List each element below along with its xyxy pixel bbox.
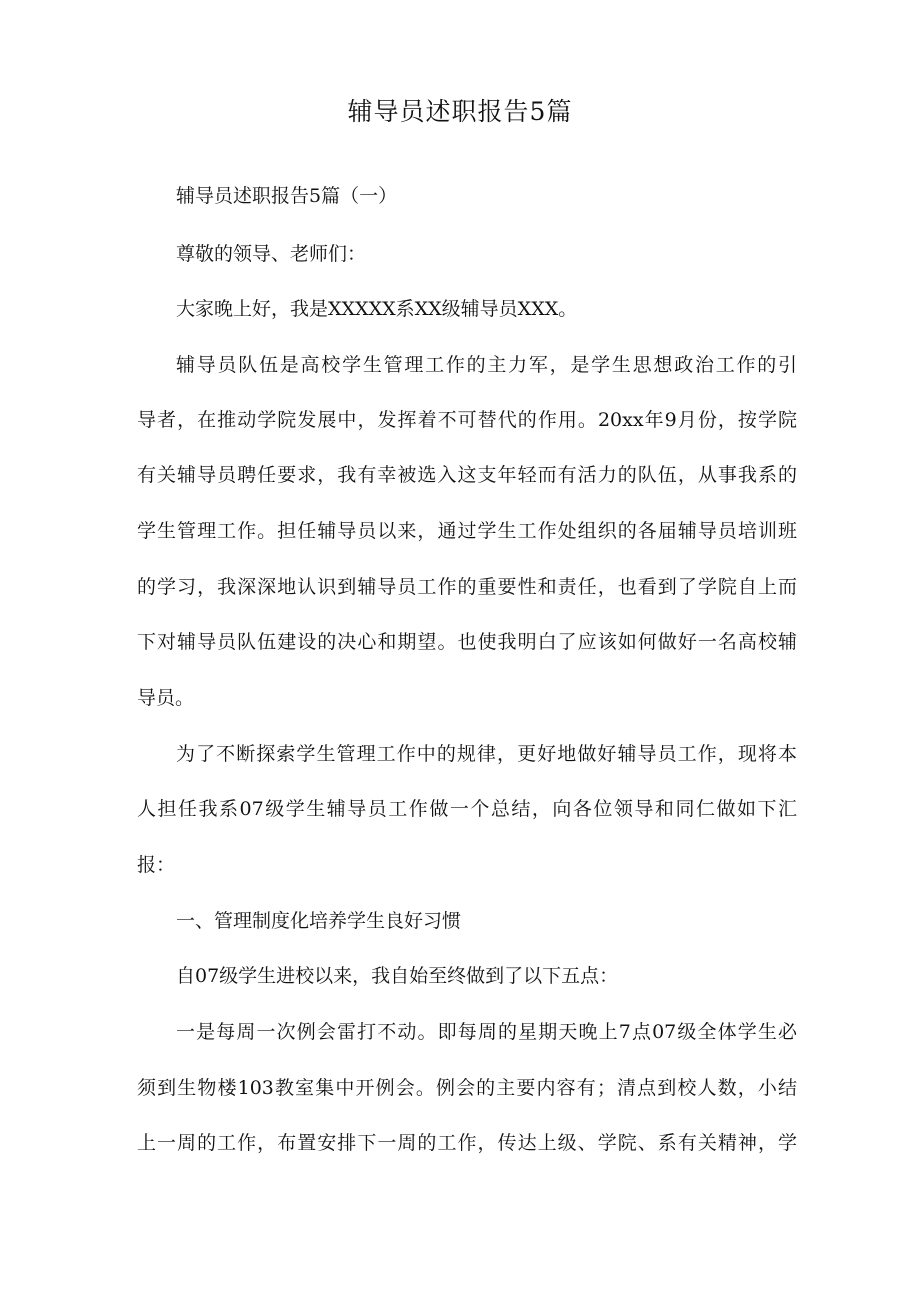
paragraph-line: 辅导员队伍是高校学生管理工作的主力军，是学生思想政治工作的引 [176, 354, 797, 376]
paragraph-line: 的学习，我深深地认识到辅导员工作的重要性和责任，也看到了学院自上而 [137, 576, 797, 598]
paragraph-line: 须到生物楼103教室集中开例会。例会的主要内容有；清点到校人数，小结 [137, 1077, 797, 1099]
paragraph-line: 下对辅导员队伍建设的决心和期望。也使我明白了应该如何做好一名高校辅 [137, 631, 797, 653]
paragraph-line: 上一周的工作，布置安排下一周的工作，传达上级、学院、系有关精神，学 [137, 1132, 797, 1154]
paragraph-line: 导者，在推动学院发展中，发挥着不可替代的作用。20xx年9月份，按学院 [137, 409, 797, 431]
paragraph-line: 有关辅导员聘任要求，我有幸被选入这支年轻而有活力的队伍，从事我系的 [137, 464, 797, 486]
paragraph-line: 导员。 [137, 687, 195, 709]
section-heading-1: 辅导员述职报告5篇（一） [176, 185, 398, 207]
paragraph-line: 人担任我系07级学生辅导员工作做一个总结，向各位领导和同仁做如下汇 [137, 798, 797, 820]
document-title: 辅导员述职报告5篇 [347, 97, 573, 126]
paragraph-line: 学生管理工作。担任辅导员以来，通过学生工作处组织的各届辅导员培训班 [137, 520, 797, 542]
salutation: 尊敬的领导、老师们： [176, 243, 367, 265]
paragraph-line: 为了不断探索学生管理工作中的规律，更好地做好辅导员工作，现将本 [176, 743, 797, 765]
paragraph-line: 报： [137, 854, 176, 876]
paragraph-line: 自07级学生进校以来，我自始至终做到了以下五点： [176, 965, 619, 987]
section-heading-2: 一、管理制度化培养学生良好习惯 [176, 910, 462, 932]
paragraph-line: 一是每周一次例会雷打不动。即每周的星期天晚上7点07级全体学生必 [176, 1021, 797, 1043]
greeting-line: 大家晚上好，我是XXXXX系XX级辅导员XXX。 [176, 298, 578, 320]
